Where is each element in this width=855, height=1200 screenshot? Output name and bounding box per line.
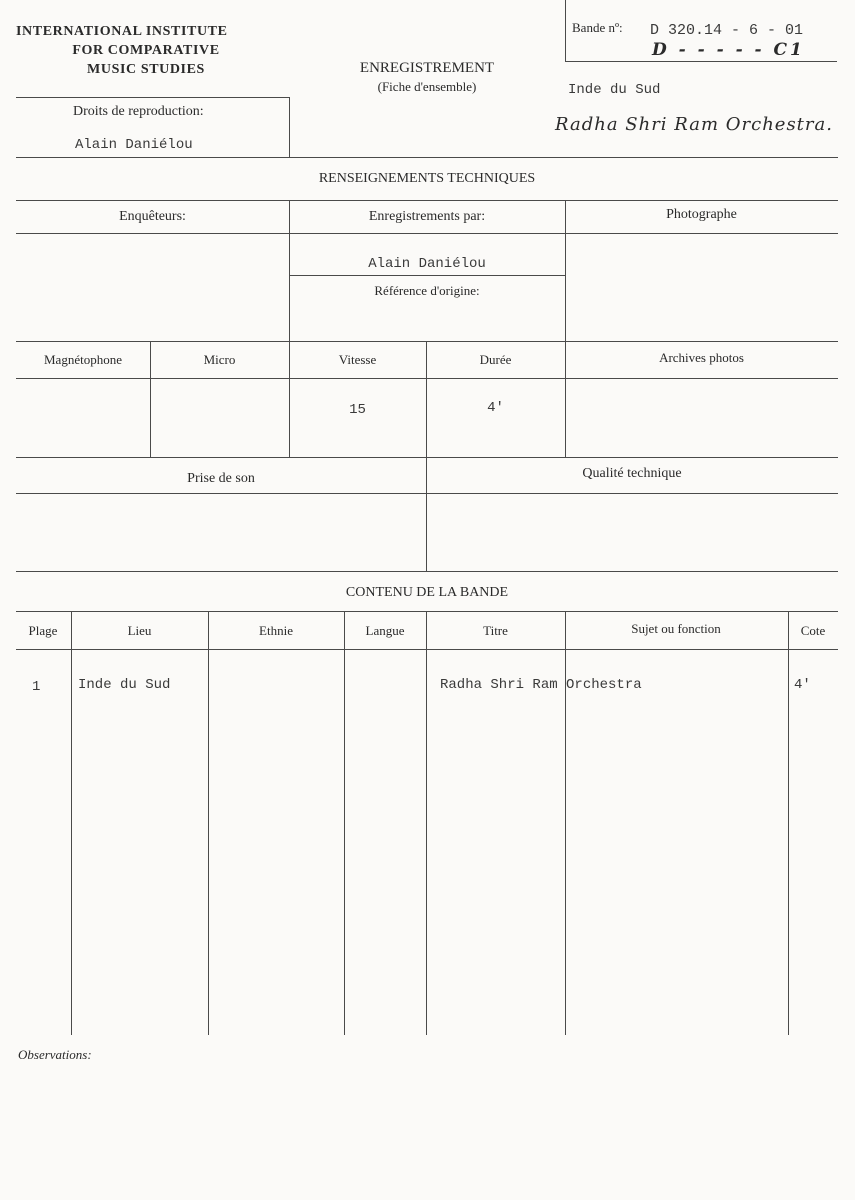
col-header-cote: Cote: [800, 623, 826, 638]
col-header-sujet: Sujet ou fonction: [631, 621, 721, 636]
photographe-label: Photographe: [666, 207, 737, 222]
magnetophone-label: Magnétophone: [44, 352, 122, 367]
col-header-lieu: Lieu: [127, 623, 152, 638]
form-title: ENREGISTREMENT: [359, 60, 495, 76]
institute-line-3: MUSIC STUDIES: [87, 62, 205, 77]
vitesse-value: 15: [349, 402, 366, 418]
technical-section-title: RENSEIGNEMENTS TECHNIQUES: [318, 171, 536, 186]
bande-number-handwritten: D - - - - - C1: [652, 40, 805, 60]
title-handwritten: Radha Shri Ram Orchestra.: [555, 114, 833, 135]
enqueteurs-label: Enquêteurs:: [119, 209, 186, 224]
micro-label: Micro: [203, 352, 236, 367]
duree-label: Durée: [479, 352, 512, 367]
enregistrements-value: Alain Daniélou: [368, 256, 486, 272]
qualite-technique-label: Qualité technique: [582, 466, 682, 481]
rights-label: Droits de reproduction:: [73, 104, 204, 119]
bande-number: D 320.14 - 6 - 01: [650, 22, 804, 39]
col-header-langue: Langue: [365, 623, 405, 638]
col-header-plage: Plage: [28, 623, 58, 638]
row-1-titre: Radha Shri Ram Orchestra: [440, 677, 642, 693]
row-1-lieu: Inde du Sud: [78, 677, 171, 693]
vitesse-label: Vitesse: [338, 352, 377, 367]
form-subtitle: (Fiche d'ensemble): [377, 79, 477, 94]
region-value: Inde du Sud: [568, 82, 661, 98]
row-1-cote: 4': [794, 677, 811, 693]
bande-label: Bande nº:: [572, 20, 623, 35]
col-header-ethnie: Ethnie: [259, 623, 293, 638]
contents-section-title: CONTENU DE LA BANDE: [345, 585, 509, 600]
duree-value: 4': [487, 400, 504, 416]
institute-line-1: INTERNATIONAL INSTITUTE: [16, 24, 228, 39]
institute-name: [16, 22, 276, 79]
archives-photos-label: Archives photos: [659, 350, 744, 365]
rights-value: Alain Daniélou: [75, 137, 193, 153]
observations-label: Observations:: [18, 1047, 92, 1062]
col-header-titre: Titre: [483, 623, 508, 638]
reference-label: Référence d'origine:: [374, 283, 480, 298]
enregistrements-label: Enregistrements par:: [368, 209, 486, 224]
prise-de-son-label: Prise de son: [187, 471, 255, 486]
institute-line-2: FOR COMPARATIVE: [72, 43, 220, 58]
row-1-plage: 1: [32, 679, 41, 695]
